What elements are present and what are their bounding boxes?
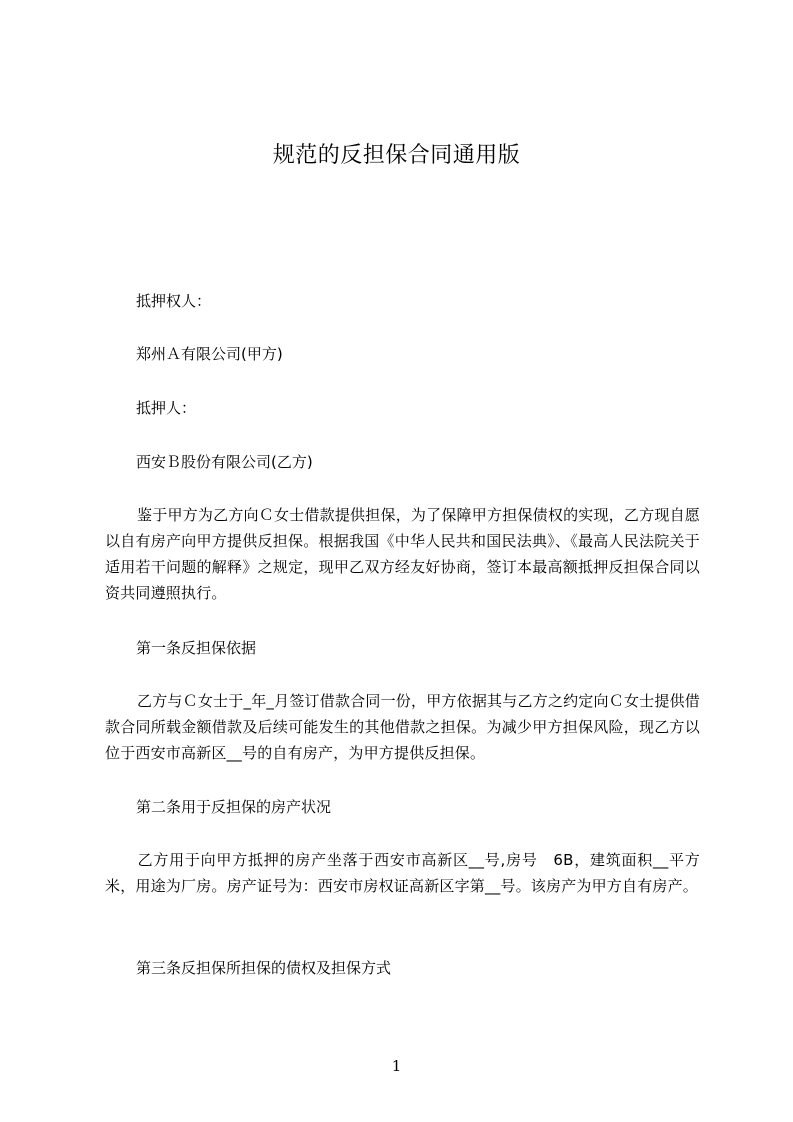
preamble-paragraph	[105, 502, 700, 606]
article-3-heading: 第三条反担保所担保的债权及担保方式	[136, 959, 392, 977]
document-title: 规范的反担保合同通用版	[272, 143, 521, 168]
article-2-heading: 第二条用于反担保的房产状况	[136, 798, 332, 816]
page-number: 1	[391, 1057, 402, 1075]
article-1-text: 乙方与Ｃ女士于_年_月签订借款合同一份，甲方依据其与乙方之约定向Ｃ女士提供借款合同所载金额借款及后续可能发生的其他借款之担保。为减少甲方担保风险，现乙方以位于西安市高新区__号的自有房产，为甲方提供反担保。	[105, 692, 700, 762]
article-2-text: 乙方用于向甲方抵押的房产坐落于西安市高新区__号,房号 6B，建筑面积__平方米，用途为厂房。房产证号为：西安市房权证高新区字第__号。该房产为甲方自有房产。	[105, 851, 700, 895]
mortgagee-label: 抵押权人：	[136, 292, 212, 310]
mortgagor-name: 西安Ｂ股份有限公司(乙方)	[136, 453, 313, 471]
article-2-paragraph	[105, 847, 700, 899]
mortgagee-name: 郑州Ａ有限公司(甲方)	[136, 345, 283, 363]
article-1-paragraph	[105, 688, 700, 766]
article-1-heading: 第一条反担保依据	[136, 639, 257, 657]
mortgagor-label: 抵押人：	[136, 399, 197, 417]
preamble-text: 鉴于甲方为乙方向Ｃ女士借款提供担保，为了保障甲方担保债权的实现，乙方现自愿以自有房产向甲方提供反担保。根据我国《中华人民共和国民法典》、《最高人民法院关于适用若干问题的解释》之规定，现甲乙双方经友好协商，签订本最高额抵押反担保合同以资共同遵照执行。	[105, 506, 700, 602]
